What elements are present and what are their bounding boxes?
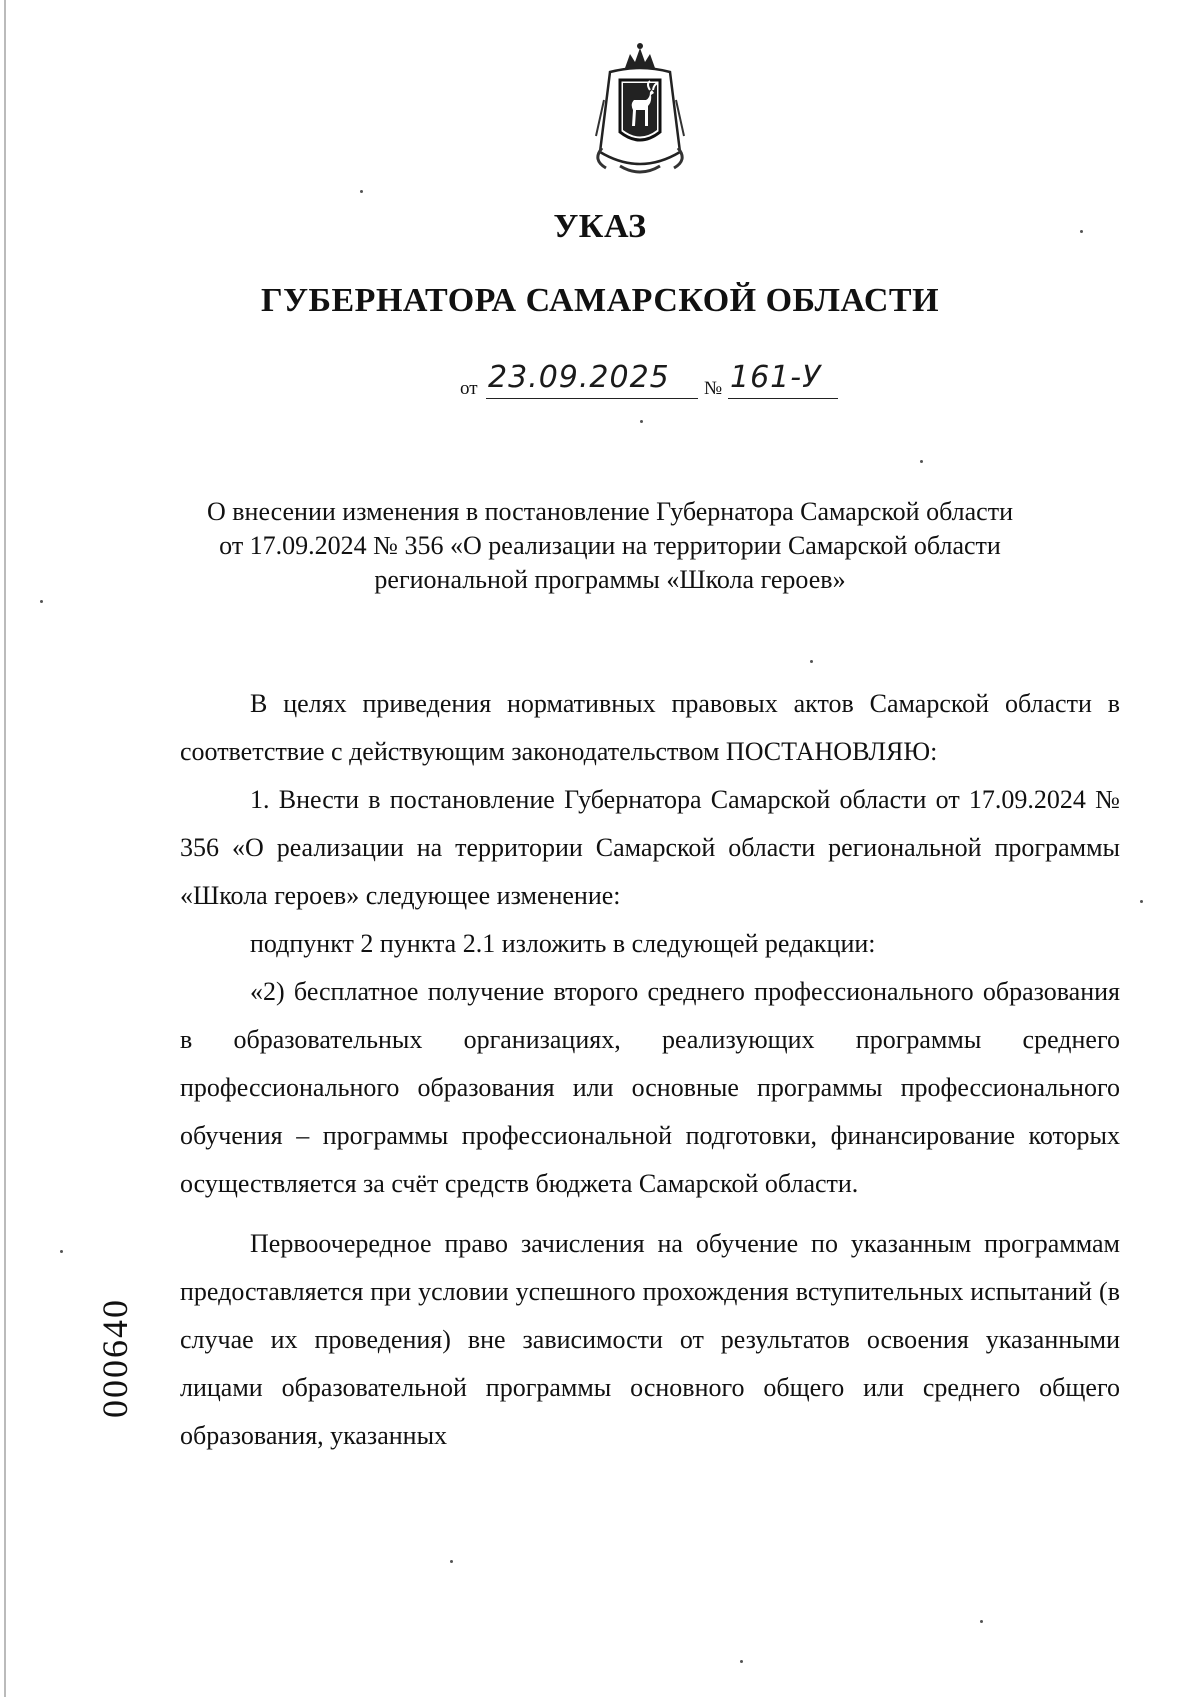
handwritten-date: 23.09.2025 xyxy=(488,360,670,395)
issuer-title: ГУБЕРНАТОРА САМАРСКОЙ ОБЛАСТИ xyxy=(260,282,940,319)
date-underline xyxy=(486,398,698,399)
scan-speck xyxy=(1080,230,1083,233)
body-paragraph: В целях приведения нормативных правовых актов Самарской области в соответствие с действующим законодательством ПОСТАНОВЛЯЮ: xyxy=(180,689,1120,766)
subject-line: О внесении изменения в постановление Губернатора Самарской области xyxy=(206,497,1013,526)
number-underline xyxy=(728,398,838,399)
scan-speck xyxy=(360,190,363,193)
samara-coat-of-arms-icon xyxy=(580,40,700,180)
decree-title: УКАЗ xyxy=(553,208,647,245)
scan-edge xyxy=(4,0,6,1697)
body-paragraph: 1. Внести в постановление Губернатора Самарской области от 17.09.2024 № 356 «О реализации на территории Самарской области региональной программы «Школа героев» следующее изменение: xyxy=(180,785,1120,910)
body-paragraph: «2) бесплатное получение второго среднего профессионального образования в образовательных организациях, реализующих программы среднего профессионального образования или основные программы профессионального обучения – программы профессиональной подготовки, финансирование которых осуществляется за счёт средств бюджета Самарской области. xyxy=(180,977,1120,1198)
scan-speck xyxy=(980,1620,983,1623)
decree-subject xyxy=(150,495,1070,597)
scan-speck xyxy=(40,600,43,603)
scan-speck xyxy=(60,1250,63,1253)
sheet-serial-number: 000640 xyxy=(95,1298,135,1418)
date-number-line xyxy=(460,362,880,408)
date-prefix: от xyxy=(460,378,478,399)
scan-speck xyxy=(810,660,813,663)
subject-line: от 17.09.2024 № 356 «О реализации на территории Самарской области xyxy=(219,531,1001,560)
scan-speck xyxy=(920,460,923,463)
scan-speck xyxy=(640,420,643,423)
subject-line: региональной программы «Школа героев» xyxy=(374,565,846,594)
body-paragraph: Первоочередное право зачисления на обучение по указанным программам предоставляется при условии успешного прохождения вступительных испытаний (в случае их проведения) вне зависимости от результатов освоения указанными лицами образовательной программы основного общего или среднего общего образования, указанных xyxy=(180,1229,1120,1450)
scan-speck xyxy=(740,1660,743,1663)
decree-body xyxy=(180,680,1120,1460)
scan-speck xyxy=(1140,900,1143,903)
scan-speck xyxy=(450,1560,453,1563)
number-prefix: № xyxy=(704,378,723,399)
body-paragraph: подпункт 2 пункта 2.1 изложить в следующей редакции: xyxy=(250,929,876,958)
handwritten-number: 161-У xyxy=(730,360,822,395)
